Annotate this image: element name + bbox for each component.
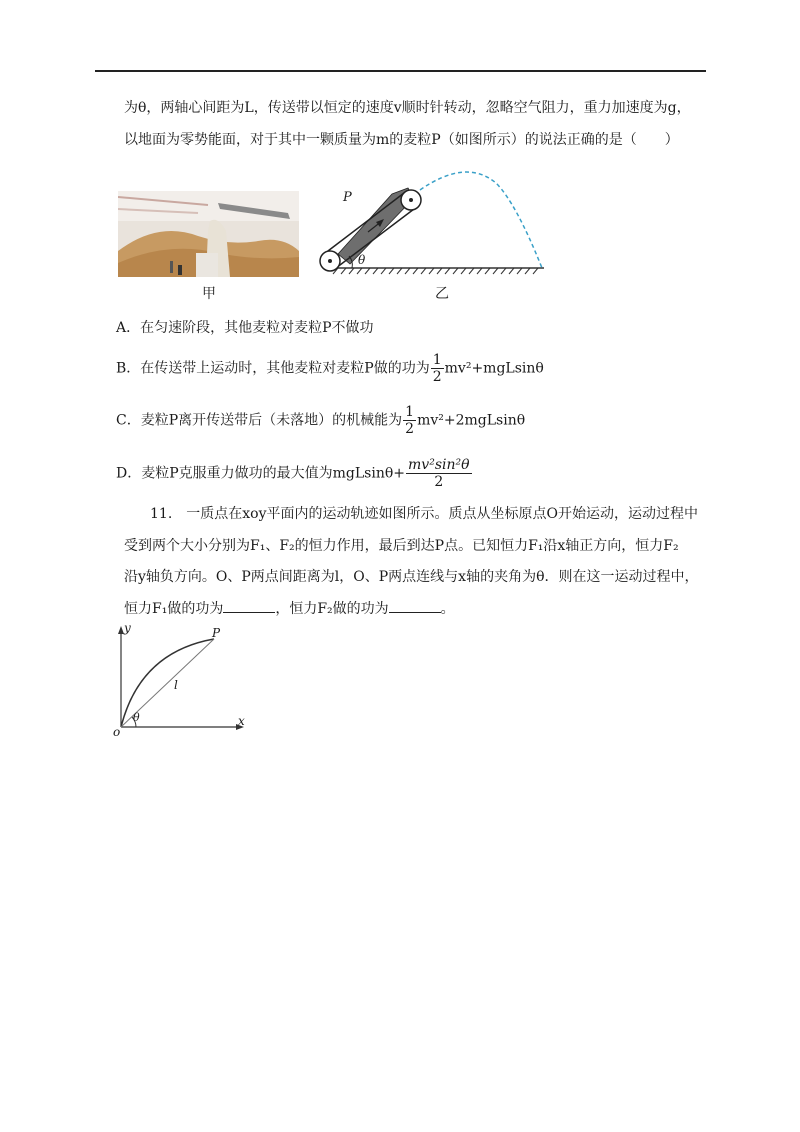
q11-line-4-part-a: 恒力F₁做的功为 [124, 601, 224, 617]
fraction-half-b [431, 352, 444, 385]
figure-caption-b: 乙 [435, 286, 449, 302]
figure-conveyor-diagram [316, 168, 548, 278]
fraction-denominator: 2 [405, 421, 415, 437]
option-b-prefix: B．在传送带上运动时，其他麦粒对麦粒P做的功为 [116, 360, 430, 377]
axis-label-x: x [238, 714, 245, 728]
option-d-prefix: D．麦粒P克服重力做功的最大值为mgLsinθ+ [116, 465, 406, 482]
fraction-half-c [403, 404, 416, 437]
header-rule [95, 70, 706, 72]
axis-label-y: y [124, 621, 131, 635]
answer-blank-f1[interactable] [223, 598, 275, 613]
q11-line-3: 沿y轴负方向。O、P两点间距离为l，O、P两点连线与x轴的夹角为θ．则在这一运动过程中， [124, 569, 699, 585]
option-b-suffix: mv²+mgLsinθ [444, 360, 544, 377]
figure-trajectory [110, 622, 250, 740]
option-c-suffix: mv²+2mgLsinθ [417, 412, 526, 429]
fraction-numerator: 1 [405, 404, 415, 420]
figure-caption-a: 甲 [202, 286, 216, 302]
option-a: A．在匀速阶段，其他麦粒对麦粒P不做功 [116, 320, 374, 336]
intro-line-1: 为θ，两轴心间距为L，传送带以恒定的速度v顺时针转动，忽略空气阻力，重力加速度为g， [124, 100, 691, 116]
figure-photo-wheat [118, 191, 299, 277]
option-b [116, 352, 544, 385]
fraction-numerator: 1 [432, 352, 442, 368]
option-d [116, 457, 473, 490]
figure-label-p: P [343, 190, 352, 205]
q11-line-1: 11. 一质点在xoy平面内的运动轨迹如图所示。质点从坐标原点O开始运动，运动过程中 [150, 506, 698, 522]
q11-line-4-part-b: ，恒力F₂做的功为 [275, 601, 389, 617]
figure-label-theta: θ [358, 253, 366, 267]
angle-theta-label: θ [133, 711, 140, 724]
point-p-label: P [212, 626, 221, 640]
fraction-denominator: 2 [432, 369, 442, 385]
answer-blank-f2[interactable] [389, 598, 441, 613]
q11-line-4-part-c: 。 [440, 601, 455, 617]
fraction-denominator: 2 [434, 474, 444, 490]
segment-l-label: l [174, 678, 178, 692]
q11-line-4 [124, 598, 455, 619]
option-c-prefix: C．麦粒P离开传送带后（未落地）的机械能为 [116, 412, 403, 429]
fraction-d [406, 457, 472, 490]
q11-line-2: 受到两个大小分别为F₁、F₂的恒力作用，最后到达P点。已知恒力F₁沿x轴正方向，恒力F₂ [124, 538, 679, 554]
intro-line-2: 以地面为零势能面，对于其中一颗质量为m的麦粒P（如图所示）的说法正确的是（ ） [124, 132, 679, 148]
option-c [116, 404, 525, 437]
fraction-numerator: mv²sin²θ [408, 457, 470, 473]
origin-label: o [113, 725, 121, 739]
